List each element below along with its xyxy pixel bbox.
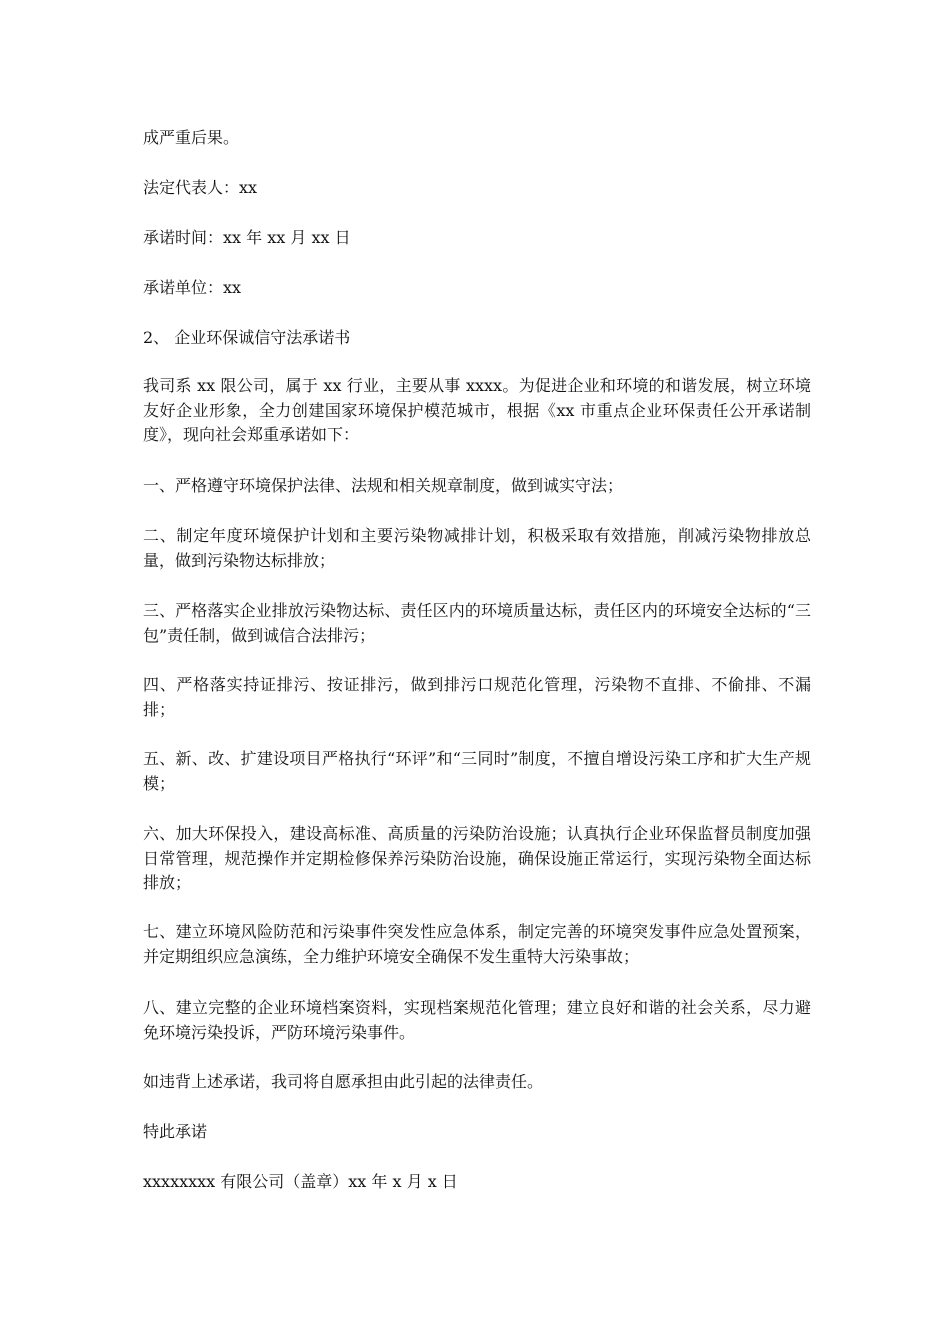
paragraph-consequence: 成严重后果。 bbox=[143, 128, 240, 147]
paragraph-signature: xxxxxxxx 有限公司（盖章）xx 年 x 月 x 日 bbox=[143, 1172, 458, 1191]
paragraph-item-4: 四、严格落实持证排污、按证排污，做到排污口规范化管理，污染物不直排、不偷排、不漏排； bbox=[143, 675, 811, 719]
section-heading: 2、 企业环保诚信守法承诺书 bbox=[143, 328, 351, 347]
paragraph-intro: 我司系 xx 限公司，属于 xx 行业，主要从事 xxxx。为促进企业和环境的和谐发展，树立环境友好企业形象，全力创建国家环境保护模范城市，根据《xx 市重点企业环保责任公开承诺制度》，现向社会郑重承诺如下： bbox=[143, 376, 811, 444]
paragraph-commitment-date: 承诺时间：xx 年 xx 月 xx 日 bbox=[143, 228, 351, 247]
paragraph-item-1: 一、严格遵守环境保护法律、法规和相关规章制度，做到诚实守法； bbox=[143, 476, 624, 495]
paragraph-item-3: 三、严格落实企业排放污染物达标、责任区内的环境质量达标，责任区内的环境安全达标的“三包”责任制，做到诚信合法排污； bbox=[143, 601, 811, 645]
paragraph-hereby: 特此承诺 bbox=[143, 1122, 208, 1141]
paragraph-legal-representative: 法定代表人：xx bbox=[143, 178, 258, 197]
paragraph-item-6: 六、加大环保投入，建设高标准、高质量的污染防治设施；认真执行企业环保监督员制度加强日常管理，规范操作并定期检修保养污染防治设施，确保设施正常运行，实现污染物全面达标排放； bbox=[143, 824, 811, 892]
paragraph-item-5: 五、新、改、扩建设项目严格执行“环评”和“三同时”制度，不擅自增设污染工序和扩大生产规模； bbox=[143, 749, 811, 793]
paragraph-item-8: 八、建立完整的企业环境档案资料，实现档案规范化管理；建立良好和谐的社会关系，尽力避免环境污染投诉，严防环境污染事件。 bbox=[143, 998, 811, 1042]
paragraph-commitment-unit: 承诺单位：xx bbox=[143, 278, 242, 297]
paragraph-item-7: 七、建立环境风险防范和污染事件突发性应急体系，制定完善的环境突发事件应急处置预案，并定期组织应急演练，全力维护环境安全确保不发生重特大污染事故； bbox=[143, 922, 811, 966]
paragraph-item-2: 二、制定年度环境保护计划和主要污染物减排计划，积极采取有效措施，削减污染物排放总量，做到污染物达标排放； bbox=[143, 526, 811, 570]
paragraph-liability: 如违背上述承诺，我司将自愿承担由此引起的法律责任。 bbox=[143, 1072, 544, 1091]
